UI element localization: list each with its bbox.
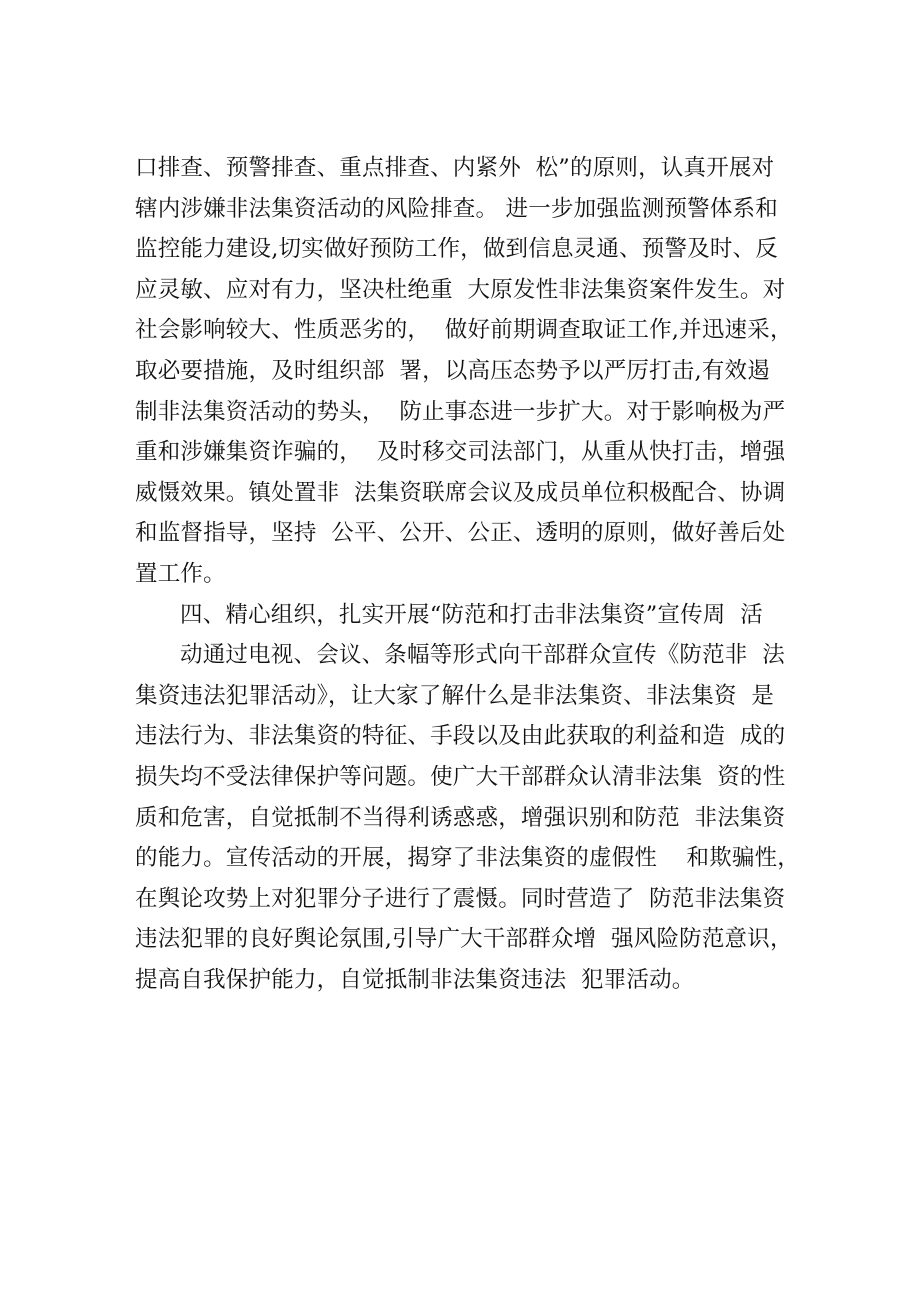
text-line-8: 重和涉嫌集资诈骗的， 及时移交司法部门，从重从快打击，增强 [135,439,786,466]
text-line-6: 取必要措施，及时组织部 署，以高压态势予以严厉打击,有效遏 [135,357,770,384]
text-line-11: 置工作。 [135,560,226,587]
paragraph-line-1: 动通过电视、会议、条幅等形式向干部群众宣传《防范非 法 [180,642,785,669]
paragraph-line-6: 的能力。宣传活动的开展，揭穿了非法集资的虚假性 和欺骗性， [135,845,801,872]
document-body [135,148,801,1000]
paragraph-line-9: 提高自我保护能力，自觉抵制非法集资违法 犯罪活动。 [135,966,695,993]
paragraph-line-8: 违法犯罪的良好舆论氛围,引导广大干部群众增 强风险防范意识， [135,926,793,953]
text-line-3: 监控能力建设,切实做好预防工作，做到信息灵通、预警及时、反 [135,236,778,263]
text-line-9: 威慑效果。镇处置非 法集资联席会议及成员单位积极配合、协调 [135,479,786,506]
section-heading: 四、精心组织，扎实开展“防范和打击非法集资”宣传周 活 [180,601,763,628]
text-line-4: 应灵敏、应对有力，坚决杜绝重 大原发性非法集资案件发生。对 [135,276,786,303]
paragraph-line-5: 质和危害，自觉抵制不当得利诱惑惑，增强识别和防范 非法集资 [135,804,786,831]
text-line-7: 制非法集资活动的势头， 防止事态进一步扩大。对于影响极为严 [135,398,786,425]
paragraph-line-7: 在舆论攻势上对犯罪分子进行了震慑。同时营造了 防范非法集资 [135,885,786,912]
text-line-5: 社会影响较大、性质恶劣的， 做好前期调查取证工作,并迅速采， [135,317,793,344]
text-line-10: 和监督指导，坚持 公平、公开、公正、透明的原则，做好善后处 [135,520,786,547]
paragraph-line-4: 损失均不受法律保护等问题。使广大干部群众认清非法集 资的性 [135,763,786,790]
paragraph-line-3: 违法行为、非法集资的特征、手段以及由此获取的利益和造 成的 [135,723,786,750]
text-line-2: 辖内涉嫌非法集资活动的风险排查。 进一步加强监测预警体系和 [135,195,778,222]
text-line-1: 口排查、预警排查、重点排查、内紧外 松”的原则，认真开展对 [135,155,775,181]
paragraph-line-2: 集资违法犯罪活动》，让大家了解什么是非法集资、非法集资 是 [135,682,775,709]
